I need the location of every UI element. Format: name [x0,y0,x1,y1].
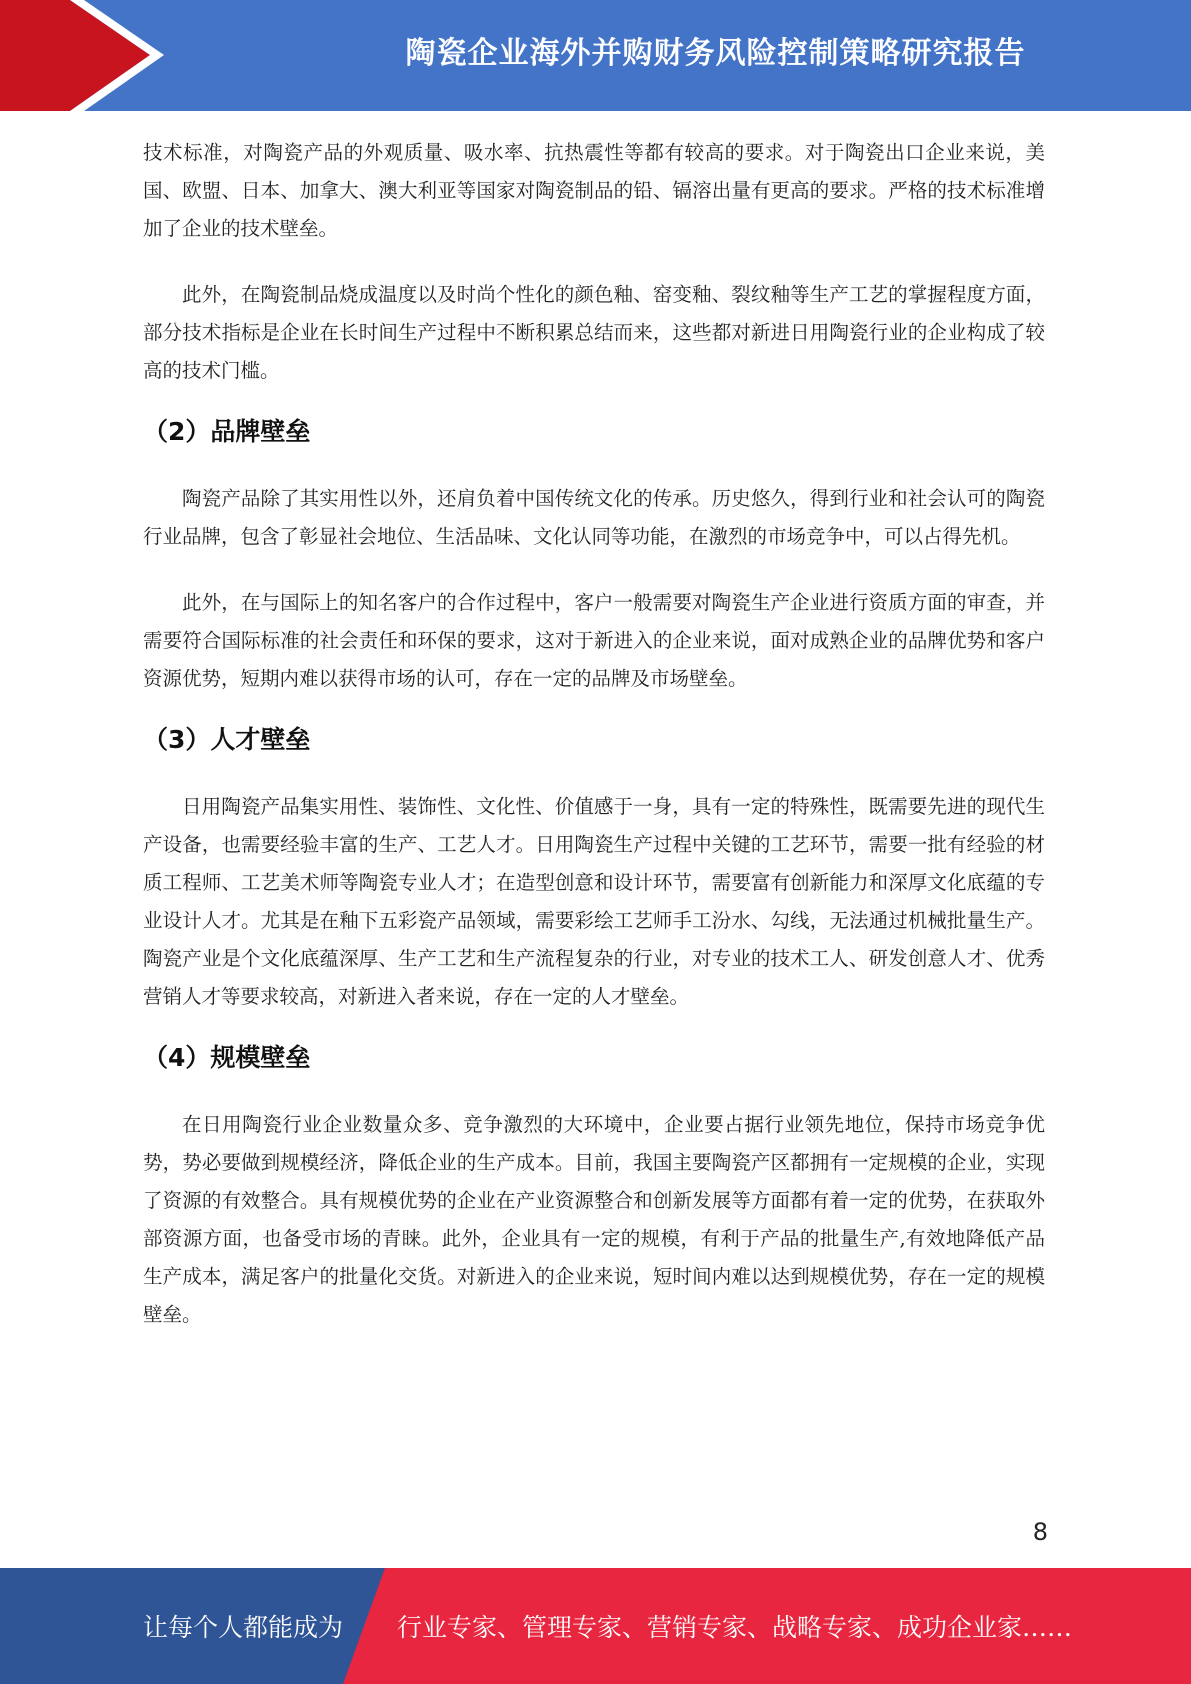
paragraph-brand-clients: 此外，在与国际上的知名客户的合作过程中，客户一般需要对陶瓷生产企业进行资质方面的审查，并需要符合国际标准的社会责任和环保的要求，这对于新进入的企业来说，面对成熟企业的品牌优势和客户资源优势，短期内难以获得市场的认可，存在一定的品牌及市场壁垒。 [143,591,1045,690]
paragraph-tech-standards: 技术标准，对陶瓷产品的外观质量、吸水率、抗热震性等都有较高的要求。对于陶瓷出口企业来说，美国、欧盟、日本、加拿大、澳大利亚等国家对陶瓷制品的铅、镉溶出量有更高的要求。严格的技术标准增加了企业的技术壁垒。 [143,141,1045,240]
section-heading-talent-barrier: （3）人才壁垒 [143,725,311,754]
footer-slogan-right: 行业专家、管理专家、营销专家、战略专家、成功企业家…… [397,1613,1073,1642]
footer-slogan-left: 让每个人都能成为 [143,1613,344,1642]
paragraph-brand-culture: 陶瓷产品除了其实用性以外，还肩负着中国传统文化的传承。历史悠久，得到行业和社会认可的陶瓷行业品牌，包含了彰显社会地位、生活品味、文化认同等功能，在激烈的市场竞争中，可以占得先机。 [143,487,1045,548]
section-heading-brand-barrier: （2）品牌壁垒 [143,417,311,446]
paragraph-tech-threshold: 此外，在陶瓷制品烧成温度以及时尚个性化的颜色釉、窑变釉、裂纹釉等生产工艺的掌握程度方面，部分技术指标是企业在长时间生产过程中不断积累总结而来，这些都对新进日用陶瓷行业的企业构成了较高的技术门槛。 [143,283,1045,382]
document-body [143,134,1045,1334]
section-heading-scale-barrier: （4）规模壁垒 [143,1043,311,1072]
paragraph-scale: 在日用陶瓷行业企业数量众多、竞争激烈的大环境中，企业要占据行业领先地位，保持市场竞争优势，势必要做到规模经济，降低企业的生产成本。目前，我国主要陶瓷产区都拥有一定规模的企业，实现了资源的有效整合。具有规模优势的企业在产业资源整合和创新发展等方面都有着一定的优势，在获取外部资源方面，也备受市场的青睐。此外，企业具有一定的规模，有利于产品的批量生产,有效地降低产品生产成本，满足客户的批量化交货。对新进入的企业来说，短时间内难以达到规模优势，存在一定的规模壁垒。 [143,1113,1045,1326]
paragraph-talent: 日用陶瓷产品集实用性、装饰性、文化性、价值感于一身，具有一定的特殊性，既需要先进的现代生产设备，也需要经验丰富的生产、工艺人才。日用陶瓷生产过程中关键的工艺环节，需要一批有经验的材质工程师、工艺美术师等陶瓷专业人才；在造型创意和设计环节，需要富有创新能力和深厚文化底蕴的专业设计人才。尤其是在釉下五彩瓷产品领域，需要彩绘工艺师手工汾水、勾线，无法通过机械批量生产。陶瓷产业是个文化底蕴深厚、生产工艺和生产流程复杂的行业，对专业的技术工人、研发创意人才、优秀营销人才等要求较高，对新进入者来说，存在一定的人才壁垒。 [143,795,1045,1008]
page-number: 8 [1032,1518,1048,1546]
page-title: 陶瓷企业海外并购财务风险控制策略研究报告 [405,36,1026,71]
page-footer [0,1568,1191,1684]
page-header [0,0,1191,111]
